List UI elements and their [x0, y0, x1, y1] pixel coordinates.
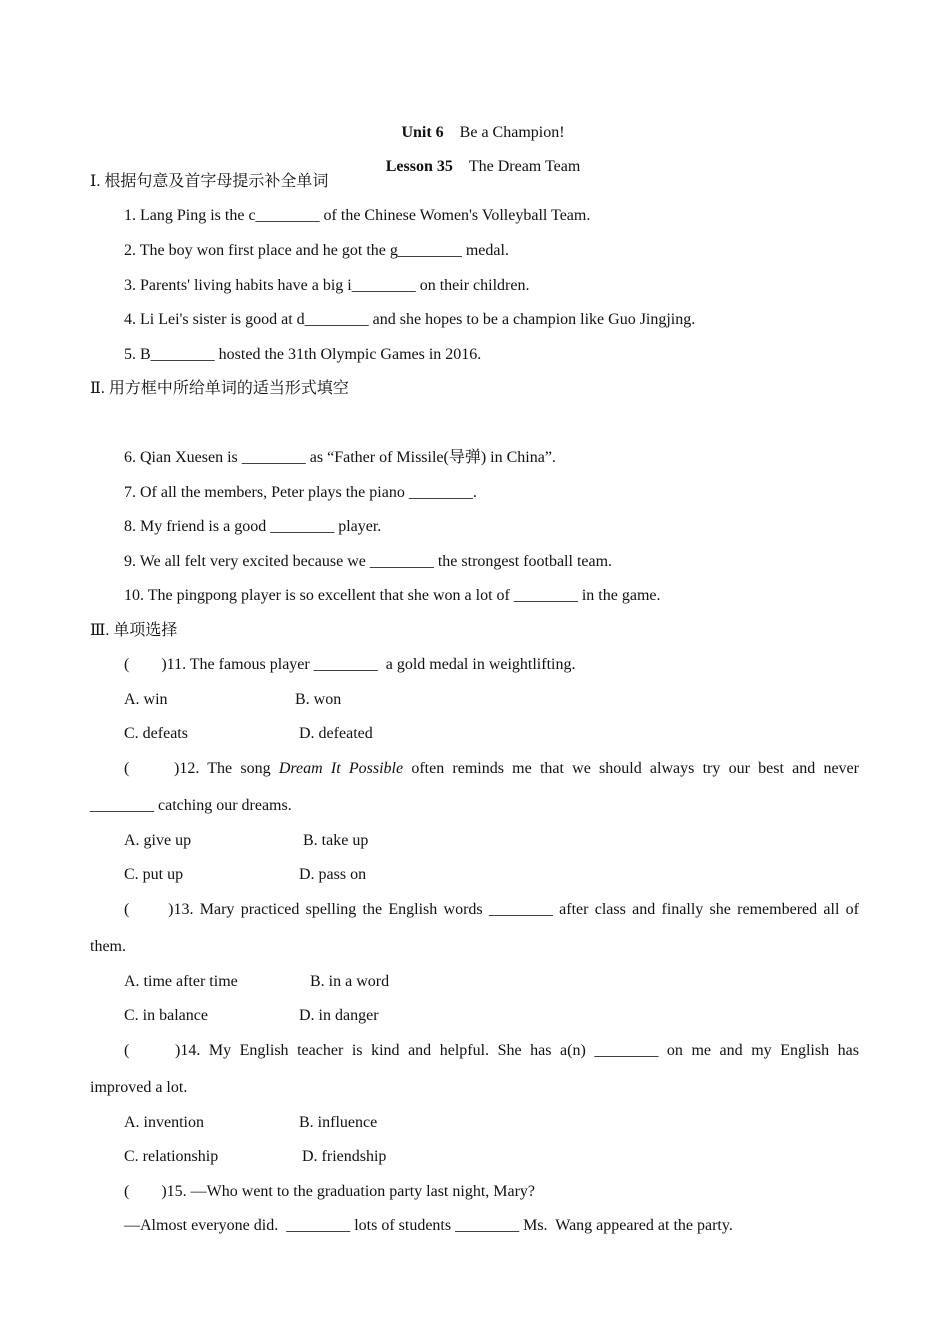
- question-12-stem: [124, 759, 859, 779]
- question-13-stem-line2: them.: [90, 938, 126, 955]
- lesson-title: The Dream Team: [468, 158, 581, 175]
- question-12-option-b: B. take up: [303, 832, 369, 849]
- question-14-stem: ( )14. My English teacher is kind and helpful. She has a(n) ________ on me and my English has: [124, 1042, 859, 1059]
- question-6: 6. Qian Xuesen is ________ as “Father of Missile(导弹) in China”.: [124, 449, 556, 466]
- question-11-option-c: C. defeats: [124, 725, 188, 742]
- question-13-option-a: A. time after time: [124, 973, 238, 990]
- question-4: 4. Li Lei's sister is good at d________ and she hopes to be a champion like Guo Jingjing.: [124, 311, 696, 328]
- section2-heading: Ⅱ. 用方框中所给单词的适当形式填空: [90, 380, 349, 397]
- question-14-option-d: D. friendship: [302, 1148, 387, 1165]
- unit-label: Unit 6: [401, 124, 444, 141]
- question-2: 2. The boy won first place and he got the g________ medal.: [124, 242, 509, 259]
- question-3: 3. Parents' living habits have a big i________ on their children.: [124, 277, 530, 294]
- question-12-option-a: A. give up: [124, 832, 192, 849]
- question-12-stem-post: often reminds me that we should always try our best and never: [403, 760, 859, 777]
- question-11-stem: ( )11. The famous player ________ a gold medal in weightlifting.: [124, 656, 576, 673]
- unit-title: Be a Champion!: [459, 124, 565, 141]
- question-14-stem-line2: improved a lot.: [90, 1079, 188, 1096]
- question-10: 10. The pingpong player is so excellent that she won a lot of ________ in the game.: [124, 587, 661, 604]
- song-title: Dream It Possible: [278, 760, 404, 777]
- question-12-stem-pre: ( )12. The song: [124, 760, 279, 777]
- question-13-option-d: D. in danger: [299, 1007, 379, 1024]
- question-8: 8. My friend is a good ________ player.: [124, 518, 382, 535]
- question-15-stem: ( )15. —Who went to the graduation party last night, Mary?: [124, 1183, 536, 1200]
- question-11-option-b: B. won: [295, 691, 342, 708]
- question-13-option-b: B. in a word: [310, 973, 390, 990]
- question-12-stem-line2: ________ catching our dreams.: [90, 797, 292, 814]
- question-11-option-d: D. defeated: [299, 725, 373, 742]
- question-15-stem-line2: —Almost everyone did. ________ lots of students ________ Ms. Wang appeared at the party.: [124, 1217, 733, 1234]
- question-1: 1. Lang Ping is the c________ of the Chinese Women's Volleyball Team.: [124, 207, 591, 224]
- question-5: 5. B________ hosted the 31th Olympic Games in 2016.: [124, 346, 482, 363]
- section1-heading: Ⅰ. 根据句意及首字母提示补全单词: [90, 173, 329, 190]
- section3-heading: Ⅲ. 单项选择: [90, 622, 178, 639]
- question-7: 7. Of all the members, Peter plays the piano ________.: [124, 484, 477, 501]
- question-13-option-c: C. in balance: [124, 1007, 208, 1024]
- question-14-option-b: B. influence: [299, 1114, 378, 1131]
- question-14-option-a: A. invention: [124, 1114, 204, 1131]
- question-14-option-c: C. relationship: [124, 1148, 219, 1165]
- question-11-option-a: A. win: [124, 691, 168, 708]
- question-12-option-c: C. put up: [124, 866, 184, 883]
- question-13-stem: ( )13. Mary practiced spelling the English words ________ after class and finally she remembered all of: [124, 901, 859, 918]
- question-12-option-d: D. pass on: [299, 866, 367, 883]
- question-9: 9. We all felt very excited because we ________ the strongest football team.: [124, 553, 613, 570]
- lesson-label: Lesson 35: [385, 158, 453, 175]
